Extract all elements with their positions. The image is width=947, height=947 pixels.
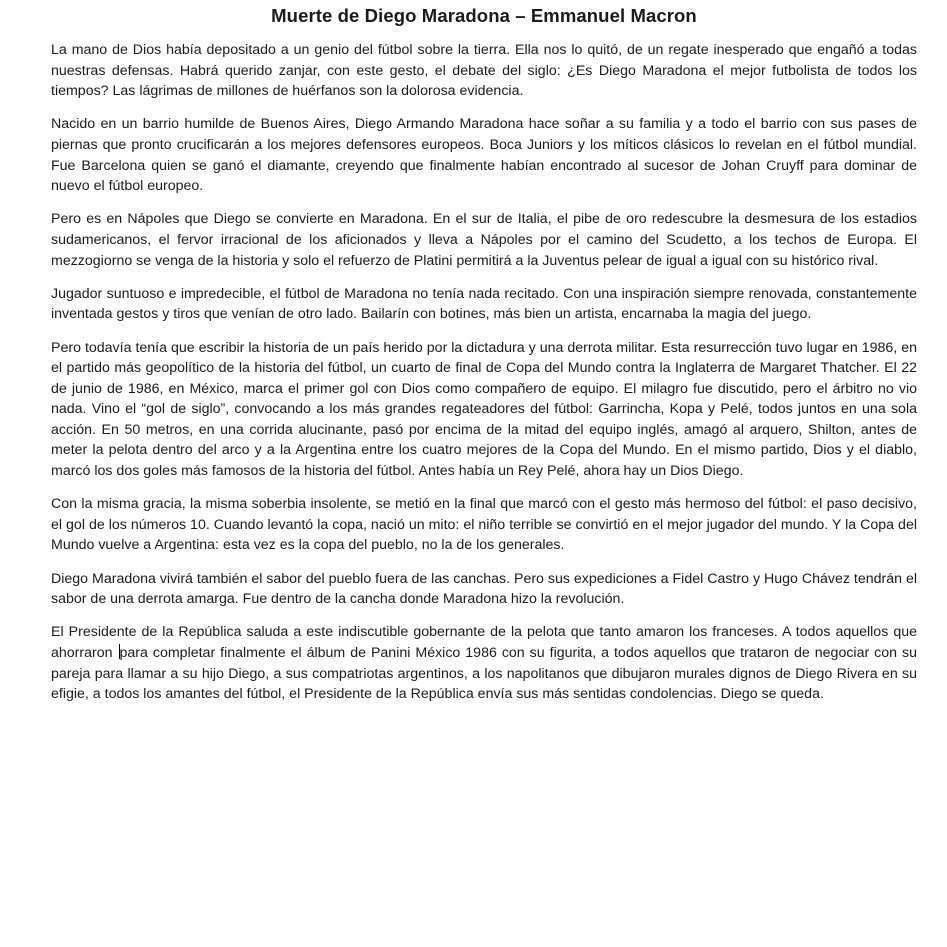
paragraph-1[interactable]: La mano de Dios había depositado a un genio del fútbol sobre la tierra. Ella nos lo quitó, de un regate inesperado que engañó a todas nuestras defensas. Habrá querido zanjar, con este gesto, el debate del siglo: ¿Es Diego Maradona el mejor futbolista de todos los tiempos? Las lágrimas de millones de huérfanos son la dolorosa evidencia. — [51, 42, 917, 100]
paragraph-6[interactable]: Con la misma gracia, la misma soberbia insolente, se metió en la final que marcó con el gesto más hermoso del fútbol: el paso decisivo, el gol de los números 10. Cuando levantó la copa, nació un mito: el niño terrible se convirtió en el mejor jugador del mundo. Y la Copa del Mundo vuelve a Argentina: esta vez es la copa del pueblo, no la de los generales. — [51, 496, 917, 554]
document-page — [51, 5, 917, 705]
document-title: Muerte de Diego Maradona – Emmanuel Macron — [271, 5, 697, 26]
paragraph-3[interactable]: Pero es en Nápoles que Diego se convierte en Maradona. En el sur de Italia, el pibe de oro redescubre la desmesura de los estadios sudamericanos, el fervor irracional de los aficionados y lleva a Nápoles por el camino del Scudetto, a los techos de Europa. El mezzogiorno se venga de la historia y solo el refuerzo de Platini permitirá a la Juventus pelear de igual a igual con su histórico rival. — [51, 211, 917, 269]
paragraph-4[interactable]: Jugador suntuoso e impredecible, el fútbol de Maradona no tenía nada recitado. Con una inspiración siempre renovada, constantemente inventada gestos y tiros que venían de otro lado. Bailarín con botines, más bien un artista, encarnaba la magia del juego. — [51, 285, 917, 323]
paragraph-8[interactable] — [51, 622, 917, 704]
paragraph-7[interactable]: Diego Maradona vivirá también el sabor del pueblo fuera de las canchas. Pero sus expediciones a Fidel Castro y Hugo Chávez tendrán el sabor de una derrota amarga. Fue dentro de la cancha donde Maradona hizo la revolución. — [51, 570, 917, 608]
paragraph-8-text-before-caret: El Presidente de la República saluda a este indiscutible gobernante de la pelota que tanto amaron los franceses. A todos aquellos que ahorraron — [51, 624, 917, 661]
paragraph-5[interactable]: Pero todavía tenía que escribir la historia de un país herido por la dictadura y una derrota militar. Esta resurrección tuvo lugar en 1986, en el partido más geopolítico de la historia del fútbol, un cuarto de final de Copa del Mundo contra la Inglaterra de Margaret Thatcher. El 22 de junio de 1986, en México, marca el primer gol con Dios como compañero de equipo. El milagro fue discutido, pero el árbitro no vio nada. Vino el “gol de siglo”, convocando a los más grandes regateadores del fútbol: Garrincha, Kopa y Pelé, todos juntos en una sola acción. En 50 metros, en una corrida alucinante, pasó por encima de la mitad del equipo inglés, amagó al arquero, Shilton, antes de meter la pelota dentro del arco y a la Argentina entre los cuatro mejores de la Copa del Mundo. En el mismo partido, Dios y el diablo, marcó los dos goles más famosos de la historia del fútbol. Antes había un Rey Pelé, ahora hay un Dios Diego. — [51, 339, 917, 480]
paragraph-8-text-after-caret: para completar finalmente el álbum de Panini México 1986 con su figurita, a todos aquellos que trataron de negociar con su pareja para llamar a su hijo Diego, a sus compatriotas argentinos, a los napolitanos que dibujaron murales dignos de Diego Rivera en su efigie, a todos los amantes del fútbol, el Presidente de la República envía sus más sentidas condolencias. Diego se queda. — [51, 645, 917, 703]
paragraph-2[interactable]: Nacido en un barrio humilde de Buenos Aires, Diego Armando Maradona hace soñar a su familia y a todo el barrio con sus pases de piernas que pronto crucificarán a los mejores defensores europeos. Boca Juniors y los míticos clásicos lo revelan en el fútbol mundial. Fue Barcelona quien se ganó el diamante, creyendo que finalmente habían encontrado al sucesor de Johan Cruyff para dominar de nuevo el fútbol europeo. — [51, 116, 917, 195]
